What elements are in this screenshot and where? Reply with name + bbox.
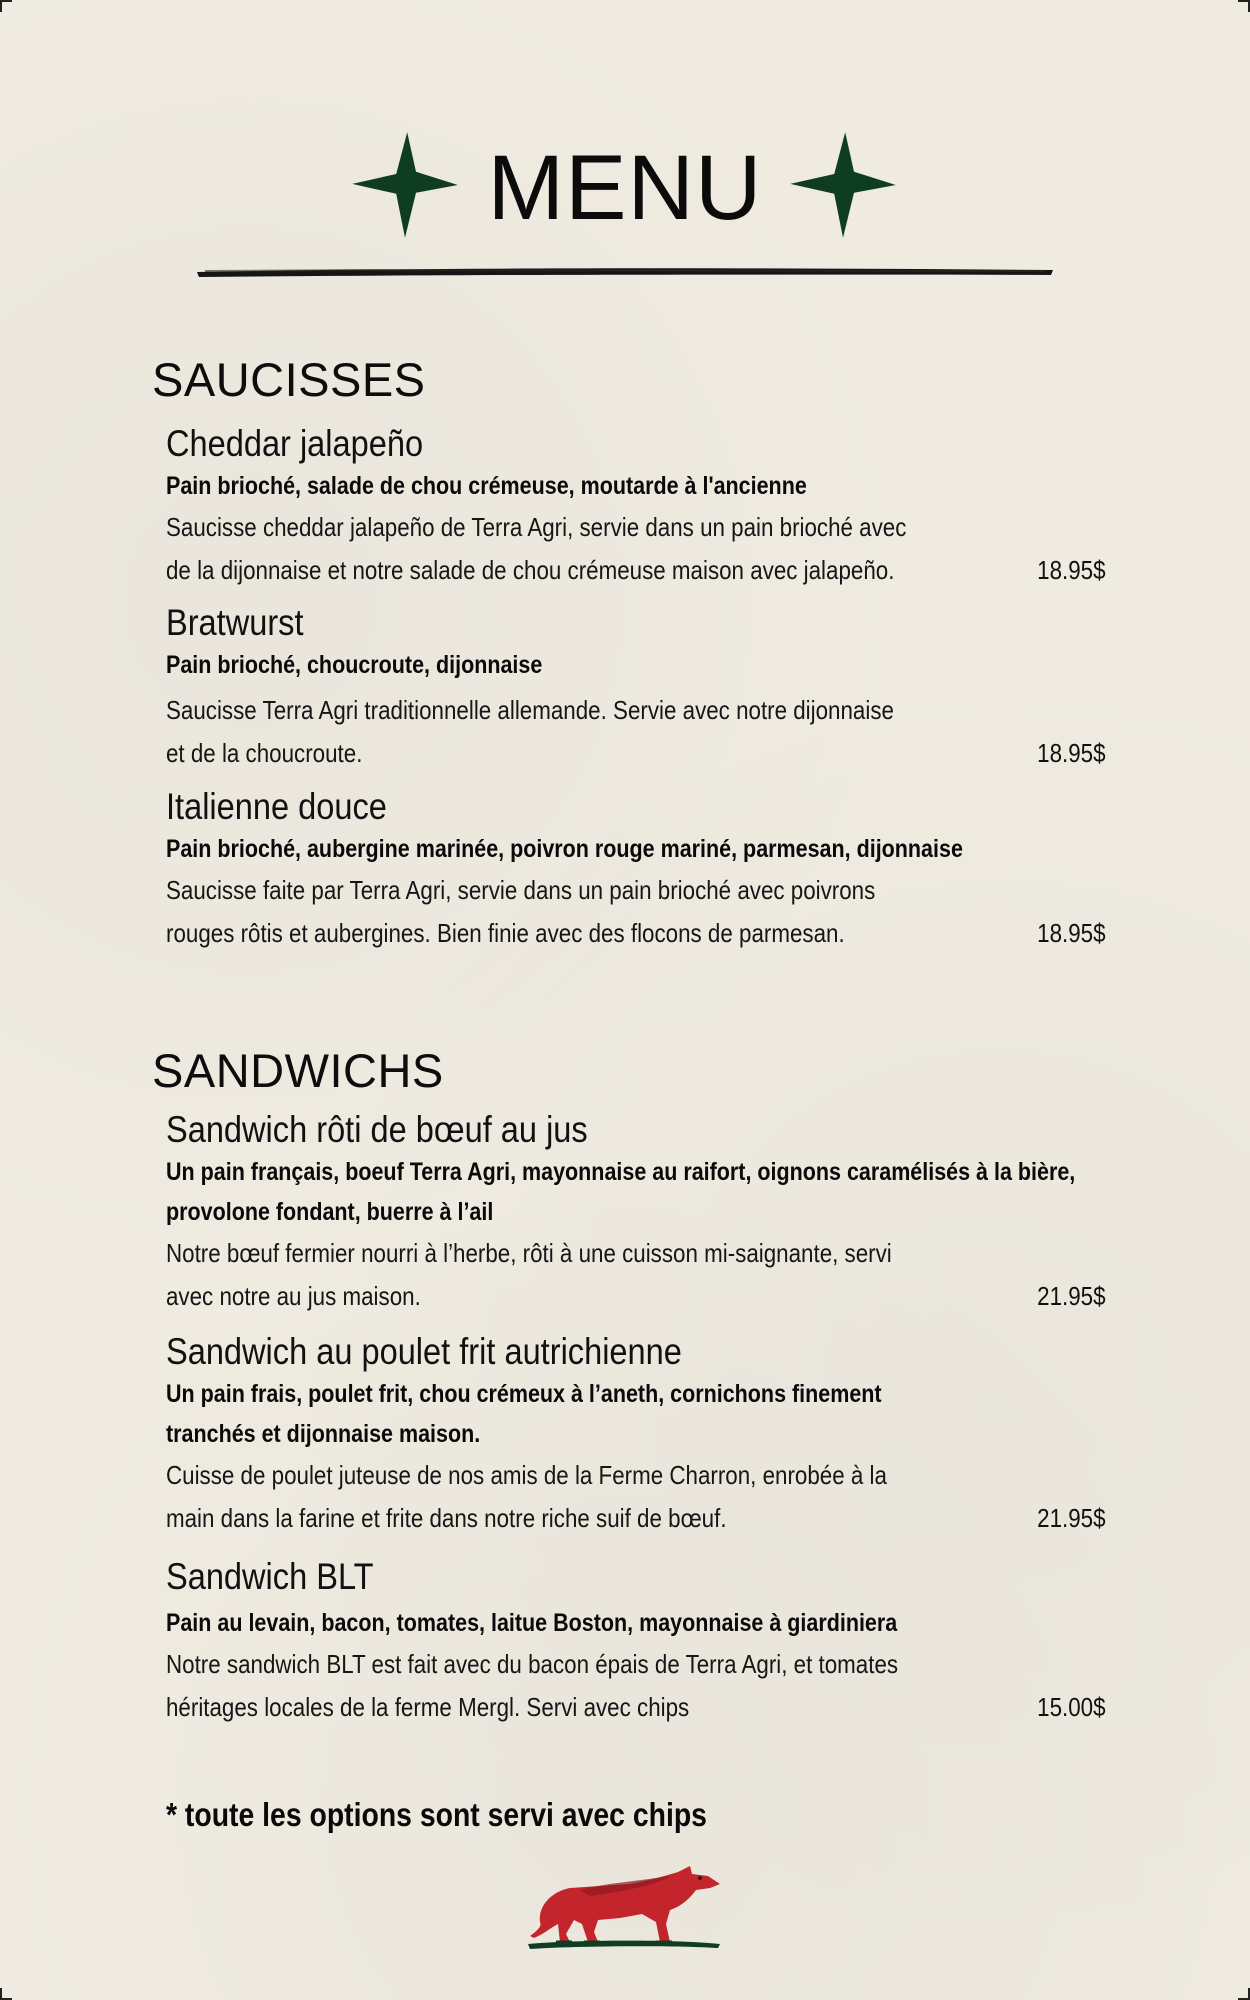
item-description: Saucisse Terra Agri traditionnelle allemande. Servie avec notre dijonnaise et de la choucroute. xyxy=(166,695,894,768)
item-name: Cheddar jalapeño xyxy=(166,423,424,464)
item-price: 21.95$ xyxy=(1037,1503,1106,1533)
item-price: 18.95$ xyxy=(1037,738,1106,768)
item-price: 18.95$ xyxy=(1037,555,1106,585)
menu-item xyxy=(166,601,1106,775)
item-name: Sandwich au poulet frit autrichienne xyxy=(166,1331,682,1372)
corner-mark xyxy=(0,1988,12,2000)
item-description: Saucisse faite par Terra Agri, servie dans un pain brioché avec poivrons rouges rôtis et aubergines. Bien finie avec des flocons de parmesan. xyxy=(166,875,876,948)
item-name: Sandwich rôti de bœuf au jus xyxy=(166,1109,588,1150)
item-name: Italienne douce xyxy=(166,786,387,827)
page-title: MENU xyxy=(487,137,763,239)
footer-note: * toute les options sont servi avec chips xyxy=(166,1796,707,1833)
star-icon xyxy=(788,130,898,240)
menu-item xyxy=(166,1555,1106,1729)
corner-mark xyxy=(0,0,12,12)
corner-mark xyxy=(1238,1988,1250,2000)
title-underline xyxy=(195,262,1055,282)
item-ingredients: Un pain français, boeuf Terra Agri, mayonnaise au raifort, oignons caramélisés à la bière, provolone fondant, buerre à l’ail xyxy=(166,1158,1076,1226)
section-title-sandwichs: SANDWICHS xyxy=(152,1044,444,1097)
item-ingredients: Pain brioché, salade de chou crémeuse, moutarde à l'ancienne xyxy=(166,472,807,500)
item-name: Bratwurst xyxy=(166,602,304,643)
menu-header xyxy=(0,118,1250,248)
item-description: Notre bœuf fermier nourri à l’herbe, rôti à une cuisson mi-saignante, servi avec notre au jus maison. xyxy=(166,1238,892,1311)
menu-item xyxy=(166,785,1106,955)
item-description: Saucisse cheddar jalapeño de Terra Agri, servie dans un pain brioché avec de la dijonnaise et notre salade de chou crémeuse maison avec jalapeño. xyxy=(166,512,907,585)
item-description: Cuisse de poulet juteuse de nos amis de la Ferme Charron, enrobée à la main dans la farine et frite dans notre riche suif de bœuf. xyxy=(166,1460,887,1533)
corner-mark xyxy=(1238,0,1250,12)
item-ingredients: Un pain frais, poulet frit, chou crémeux à l’aneth, cornichons finement tranchés et dijonnaise maison. xyxy=(166,1380,882,1448)
item-ingredients: Pain brioché, aubergine marinée, poivron rouge mariné, parmesan, dijonnaise xyxy=(166,835,963,863)
menu-item xyxy=(166,1108,1106,1318)
menu-item xyxy=(166,1330,1106,1540)
wolf-icon xyxy=(520,1862,730,1952)
section-title-saucisses: SAUCISSES xyxy=(152,353,426,406)
item-price: 18.95$ xyxy=(1037,918,1106,948)
item-name: Sandwich BLT xyxy=(166,1556,374,1597)
item-ingredients: Pain brioché, choucroute, dijonnaise xyxy=(166,651,543,679)
item-ingredients: Pain au levain, bacon, tomates, laitue Boston, mayonnaise à giardiniera xyxy=(166,1609,898,1637)
menu-item xyxy=(166,422,1106,592)
item-price: 15.00$ xyxy=(1037,1692,1106,1722)
item-price: 21.95$ xyxy=(1037,1281,1106,1311)
item-description: Notre sandwich BLT est fait avec du bacon épais de Terra Agri, et tomates héritages locales de la ferme Mergl. Servi avec chips xyxy=(166,1649,899,1722)
